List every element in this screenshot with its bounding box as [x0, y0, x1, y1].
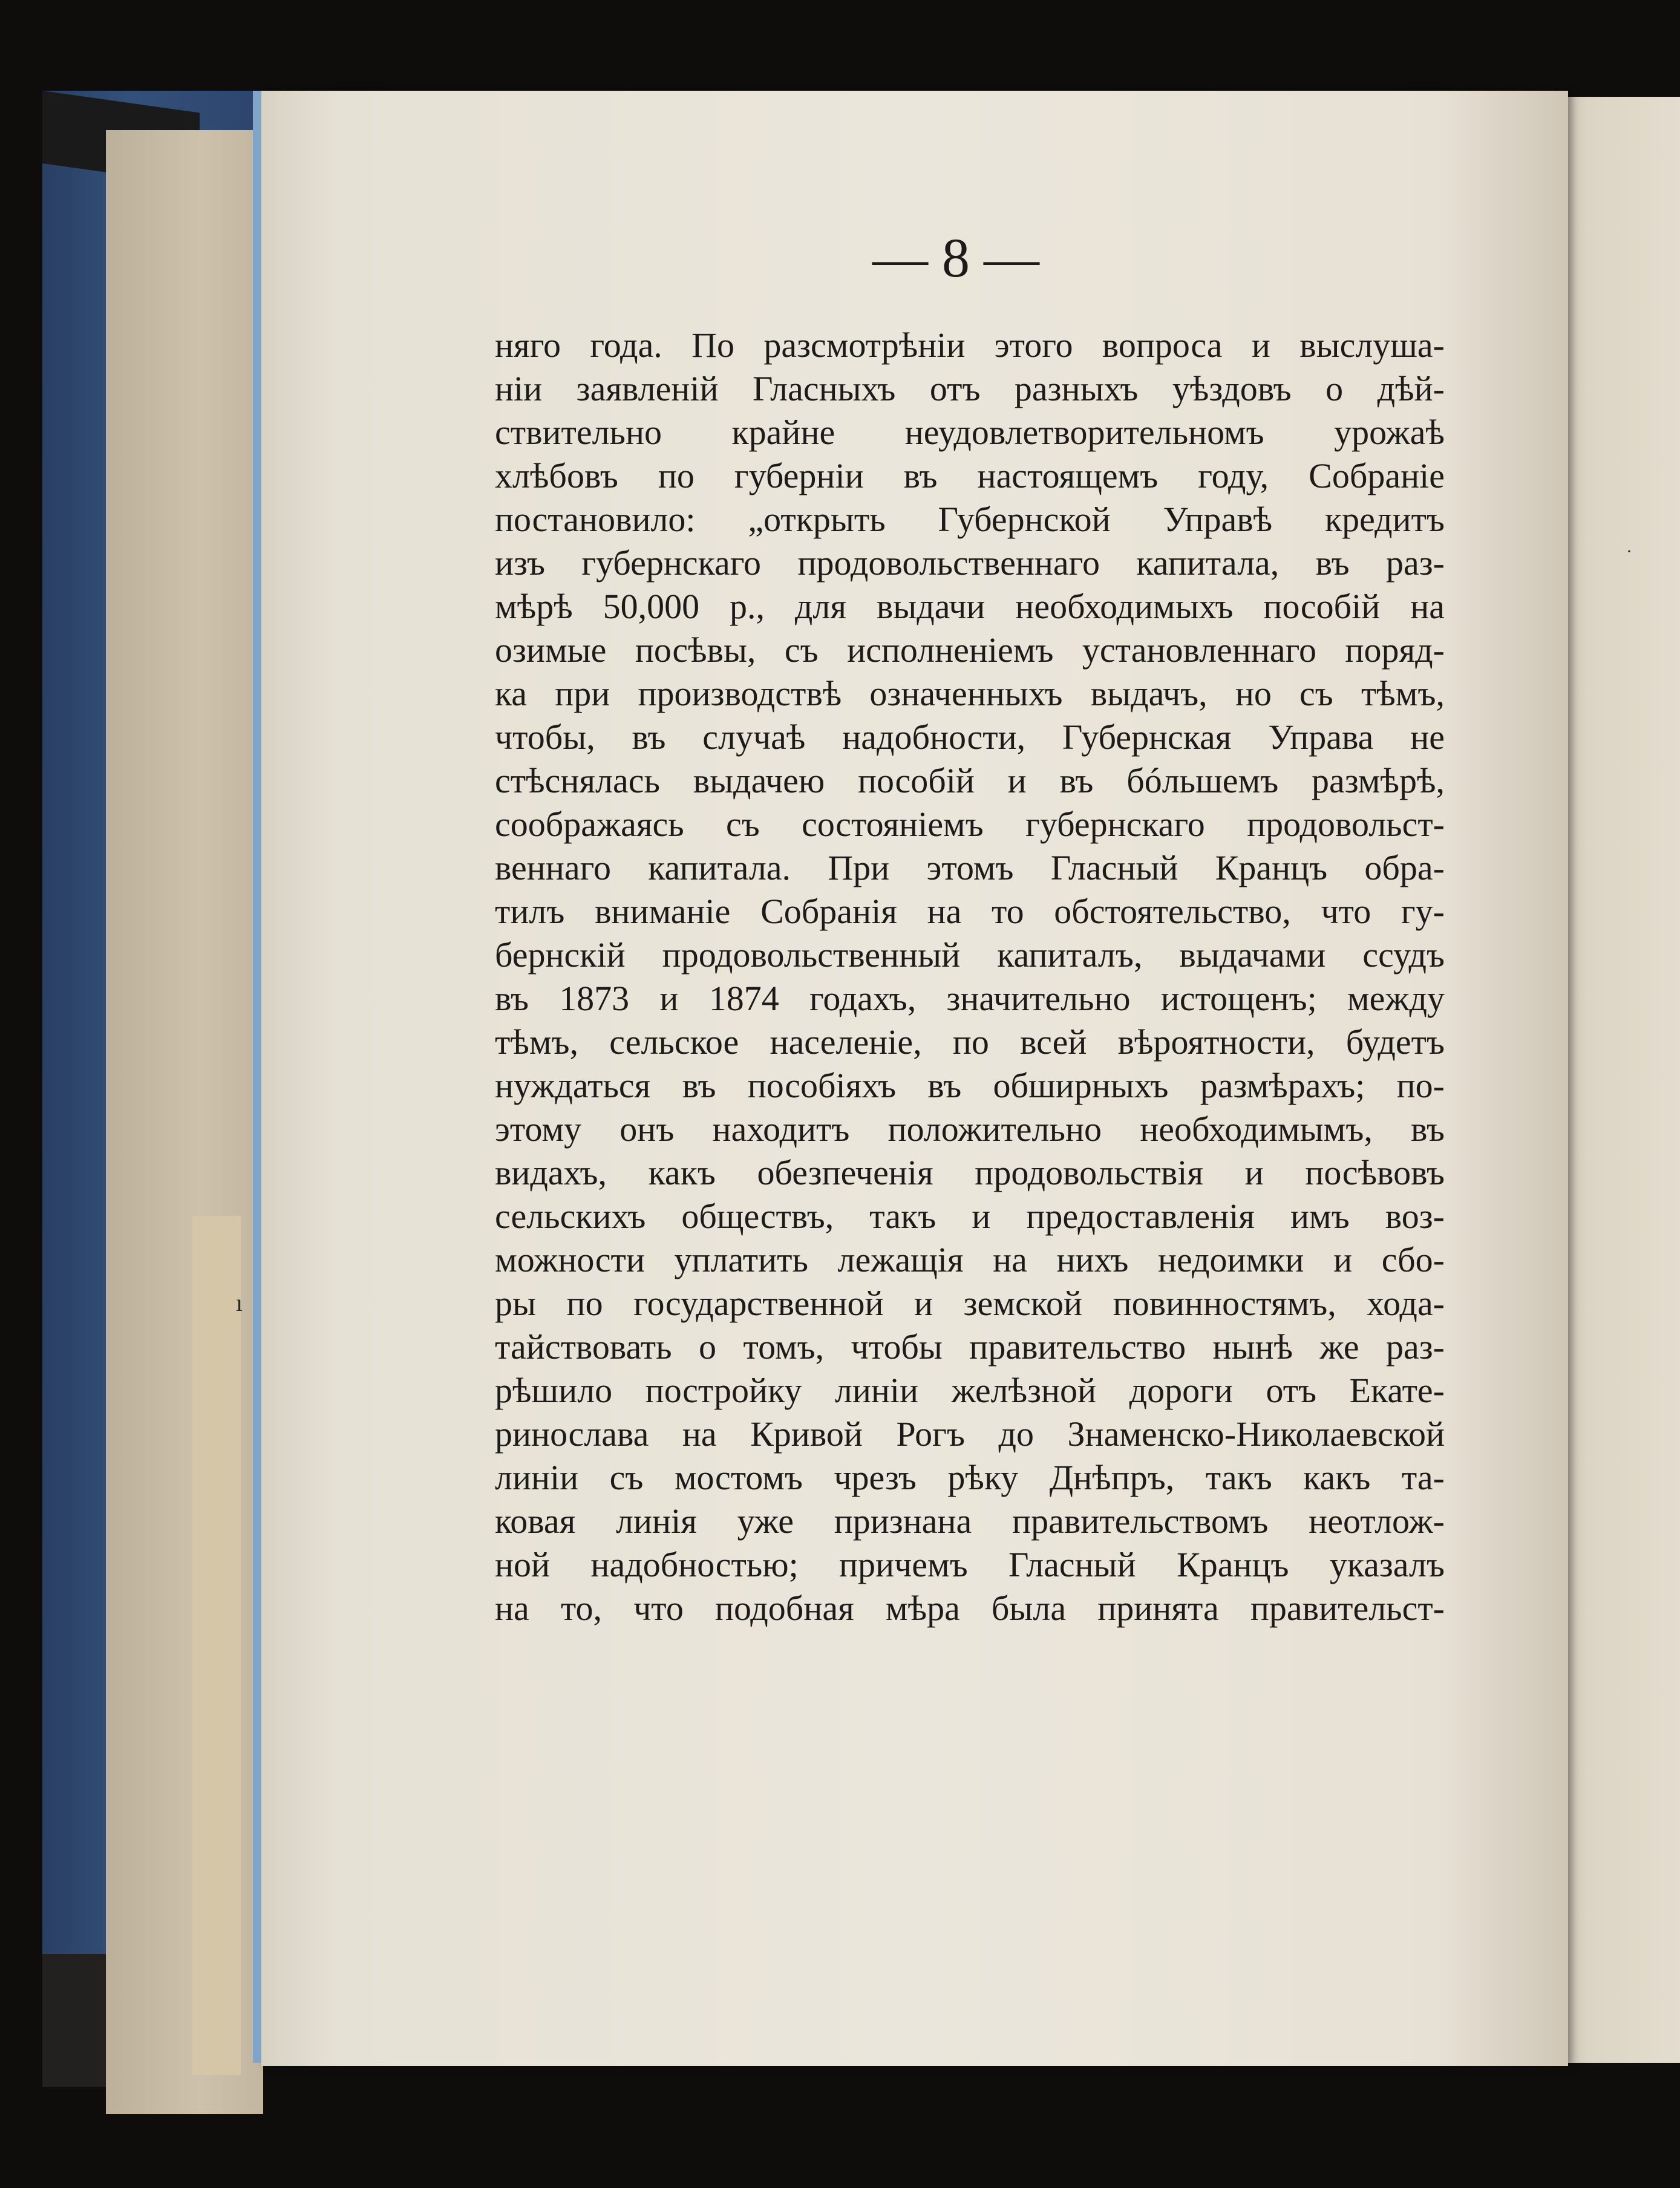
text-line: можности уплатить лежащія на нихъ недоимки и сбо- [495, 1240, 1445, 1279]
text-line: ной надобностью; причемъ Гласный Кранцъ указалъ [495, 1545, 1445, 1584]
text-line: няго года. По разсмотрѣніи этого вопроса и выслуша- [495, 325, 1445, 365]
body-text [495, 324, 1445, 1630]
text-line: рѣшило постройку линіи желѣзной дороги отъ Екате- [495, 1371, 1445, 1410]
text-line: на то, что подобная мѣра была принята правительст- [495, 1589, 1445, 1628]
facing-page [1555, 97, 1680, 2063]
text-line: стѣснялась выдачею пособій и въ бóльшемъ размѣрѣ, [495, 761, 1445, 800]
text-line: хлѣбовъ по губерніи въ настоящемъ году, Собраніе [495, 456, 1445, 495]
text-line: мѣрѣ 50,000 р., для выдачи необходимыхъ пособій на [495, 587, 1445, 626]
text-line: бернскій продовольственный капиталъ, выдачами ссудъ [495, 935, 1445, 975]
facing-page-speck: · [1626, 541, 1632, 561]
page-edge [253, 91, 261, 2063]
text-line: ніи заявленій Гласныхъ отъ разныхъ уѣздовъ о дѣй- [495, 369, 1445, 408]
text-line: соображаясь съ состояніемъ губернскаго продовольст- [495, 805, 1445, 844]
text-line: ры по государственной и земской повинностямъ, хода- [495, 1284, 1445, 1323]
text-line: веннаго капитала. При этомъ Гласный Кранцъ обра- [495, 848, 1445, 887]
text-line: тайствовать о томъ, чтобы правительство нынѣ же раз- [495, 1327, 1445, 1367]
text-line: въ 1873 и 1874 годахъ, значительно истощенъ; между [495, 979, 1445, 1018]
margin-mark: ı [236, 1289, 243, 1316]
text-line: ковая линія уже признана правительствомъ неотлож- [495, 1501, 1445, 1541]
text-line: нуждаться въ пособіяхъ въ обширныхъ размѣрахъ; по- [495, 1066, 1445, 1105]
text-line: ка при производствѣ означенныхъ выдачъ, но съ тѣмъ, [495, 674, 1445, 713]
text-line: постановило: „открыть Губернской Управѣ кредитъ [495, 500, 1445, 539]
text-line: изъ губернскаго продовольственнаго капитала, въ раз- [495, 543, 1445, 583]
text-line: тѣмъ, сельское населеніе, по всей вѣроятности, будетъ [495, 1022, 1445, 1062]
text-line: ствительно крайне неудовлетворительномъ урожаѣ [495, 413, 1445, 452]
text-line: этому онъ находитъ положительно необходимымъ, въ [495, 1109, 1445, 1149]
text-line: сельскихъ обществъ, такъ и предоставленія имъ воз- [495, 1197, 1445, 1236]
text-line: тилъ вниманіе Собранія на то обстоятельство, что гу- [495, 892, 1445, 931]
page-number: — 8 — [872, 227, 1039, 289]
flyleaf-strip [192, 1216, 241, 2075]
text-line: ринослава на Кривой Рогъ до Знаменско-Николаевской [495, 1414, 1445, 1454]
text-line: чтобы, въ случаѣ надобности, Губернская Управа не [495, 717, 1445, 757]
text-line: линіи съ мостомъ чрезъ рѣку Днѣпръ, такъ какъ та- [495, 1458, 1445, 1497]
text-line: озимые посѣвы, съ исполненіемъ установленнаго поряд- [495, 630, 1445, 670]
text-line: видахъ, какъ обезпеченія продовольствія и посѣвовъ [495, 1153, 1445, 1192]
